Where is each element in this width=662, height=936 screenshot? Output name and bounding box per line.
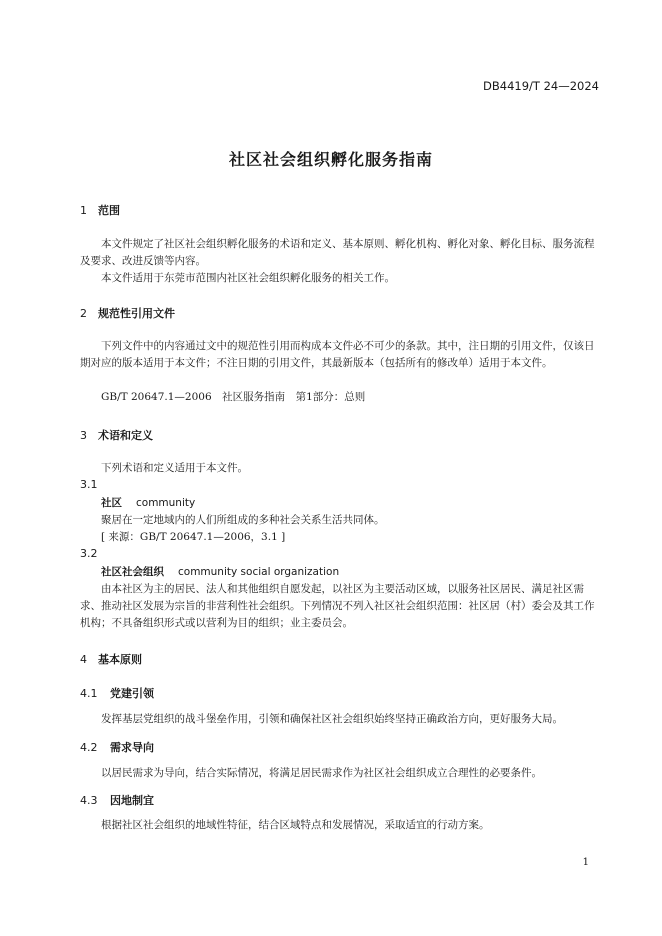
paragraph: 下列术语和定义适用于本文件。	[101, 462, 248, 474]
term-entry	[101, 495, 195, 510]
section-number: 2	[80, 307, 87, 320]
paragraph: 本文件规定了社区社会组织孵化服务的术语和定义、基本原则、孵化机构、孵化对象、孵化目标、服务流程及要求、改进反馈等内容。	[80, 238, 595, 267]
paragraph: 下列文件中的内容通过文中的规范性引用而构成本文件必不可少的条款。其中，注日期的引用文件，仅该日期对应的版本适用于本文件；不注日期的引用文件，其最新版本（包括所有的修改单）适用于本文件。	[80, 340, 595, 369]
term-number: 3.2	[80, 547, 98, 560]
section-2-heading	[80, 305, 175, 321]
page-title: 社区社会组织孵化服务指南	[228, 150, 433, 169]
term-source: [ 来源：GB/T 20647.1—2006，3.1 ]	[101, 531, 286, 543]
subsection-title: 因地制宜	[110, 794, 154, 807]
page-number: 1	[582, 857, 589, 868]
paragraph: 本文件适用于东莞市范围内社区社会组织孵化服务的相关工作。	[101, 272, 395, 284]
subsection-heading	[80, 739, 154, 755]
term-zh: 社区	[101, 497, 122, 509]
subsection-title: 党建引领	[110, 687, 154, 700]
paragraph: 以居民需求为导向，结合实际情况，将满足居民需求作为社区社会组织成立合理性的必要条件。	[101, 767, 542, 779]
term-en: community social organization	[178, 566, 340, 578]
document-number: DB4419/T 24—2024	[483, 79, 599, 93]
section-number: 3	[80, 429, 87, 442]
section-title: 基本原则	[98, 653, 142, 666]
section-1-heading	[80, 202, 120, 218]
section-4-heading	[80, 651, 142, 667]
section-title: 规范性引用文件	[98, 307, 175, 320]
section-number: 1	[80, 204, 87, 217]
subsection-heading	[80, 792, 154, 808]
term-definition: 聚居在一定地域内的人们所组成的多种社会关系生活共同体。	[101, 514, 385, 526]
normative-reference: GB/T 20647.1—2006 社区服务指南 第1部分：总则	[101, 391, 366, 403]
section-title: 范围	[98, 204, 120, 217]
section-number: 4	[80, 653, 87, 666]
subsection-title: 需求导向	[110, 741, 154, 754]
section-3-heading	[80, 427, 153, 443]
subsection-number: 4.2	[80, 741, 98, 754]
term-en: community	[136, 497, 196, 509]
term-number: 3.1	[80, 478, 98, 491]
section-title: 术语和定义	[98, 429, 153, 442]
paragraph: 发挥基层党组织的战斗堡垒作用，引领和确保社区社会组织始终坚持正确政治方向，更好服务大局。	[101, 713, 563, 725]
term-entry	[101, 564, 339, 579]
term-zh: 社区社会组织	[101, 566, 164, 578]
subsection-number: 4.1	[80, 687, 98, 700]
subsection-number: 4.3	[80, 794, 98, 807]
subsection-heading	[80, 685, 154, 701]
term-definition: 由本社区为主的居民、法人和其他组织自愿发起，以社区为主要活动区域，以服务社区居民、满足社区需求、推动社区发展为宗旨的非营利性社会组织。下列情况不列入社区社会组织范围：社区居（村）委会及其工作机构；不具备组织形式或以营利为目的组织；业主委员会。	[80, 583, 595, 629]
paragraph: 根据社区社会组织的地域性特征，结合区域特点和发展情况，采取适宜的行动方案。	[101, 819, 490, 831]
